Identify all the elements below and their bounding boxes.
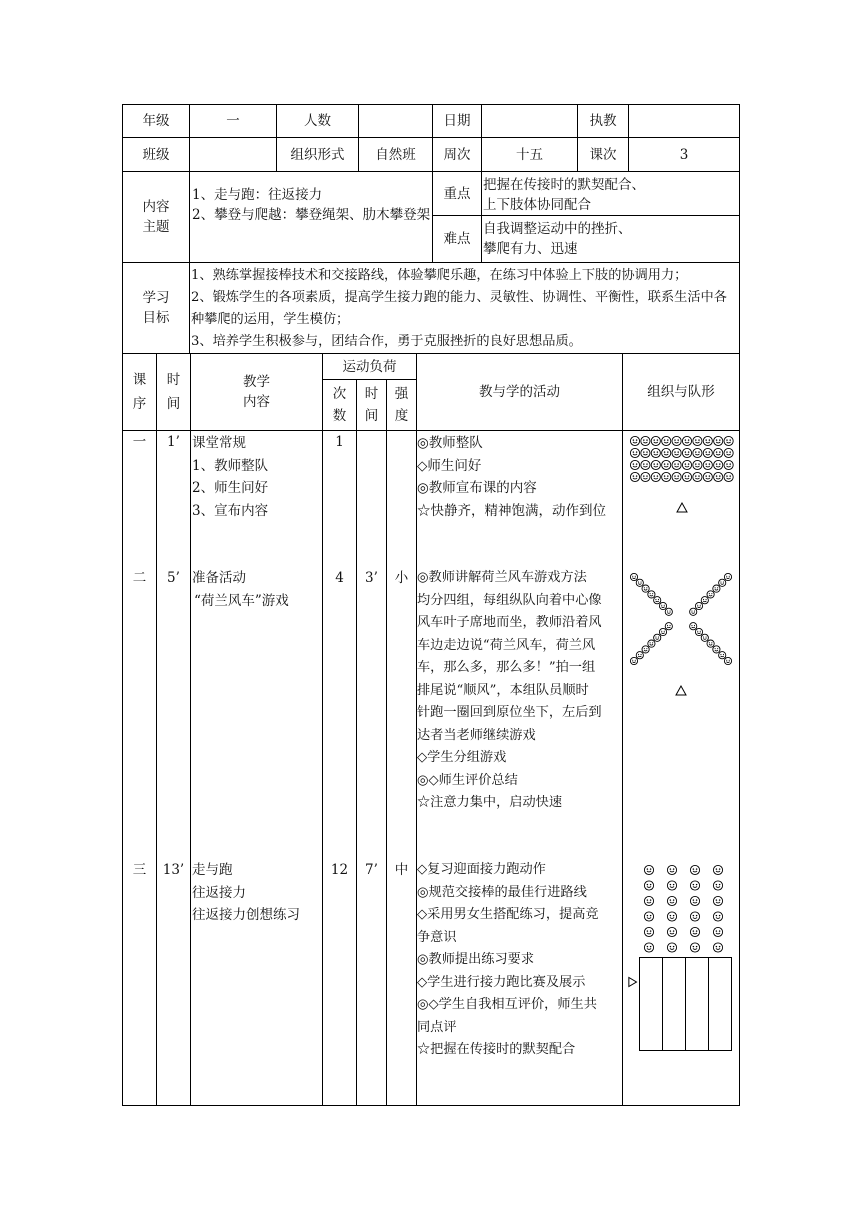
class-value bbox=[190, 138, 276, 171]
col-load-header: 运动负荷 bbox=[342, 358, 397, 375]
smiley-face-icon bbox=[695, 628, 702, 635]
grade-label: 年级 bbox=[142, 113, 170, 129]
col-content-header bbox=[191, 354, 322, 430]
activity-line: 针跑一圈回到原位坐下，左后到 bbox=[417, 705, 602, 720]
smiley-face-icon bbox=[641, 436, 650, 445]
section-duration bbox=[357, 431, 386, 453]
smiley-face-icon bbox=[724, 436, 733, 445]
col-duration-line: 时 bbox=[364, 386, 379, 402]
week-label: 周次 bbox=[443, 146, 471, 163]
smiley-face-icon bbox=[667, 943, 676, 952]
activity-line: 车，那么多，那么多！”拍一组 bbox=[417, 660, 596, 675]
content-line: 课堂常规 bbox=[192, 435, 246, 451]
activity-line: 车边走边说“荷兰风车，荷兰风 bbox=[417, 637, 596, 653]
section-count: 12 bbox=[330, 862, 349, 878]
section-activities bbox=[417, 567, 623, 815]
smiley-face-icon bbox=[714, 472, 723, 481]
col-count-header bbox=[323, 380, 356, 430]
smiley-face-icon bbox=[662, 448, 671, 457]
activity-line: 同点评 bbox=[417, 1019, 457, 1035]
smiley-face-icon bbox=[724, 448, 733, 457]
col-count-line: 次 bbox=[332, 386, 347, 402]
smiley-face-icon bbox=[665, 623, 672, 630]
activity-line: 风车叶子席地而坐，教师沿着风 bbox=[417, 615, 602, 630]
smiley-face-icon bbox=[644, 943, 653, 952]
activity-line: ☆注意力集中，启动快速 bbox=[417, 795, 563, 810]
difficulty-text bbox=[483, 219, 739, 259]
goals-label-line: 学习 bbox=[142, 290, 170, 306]
smiley-face-icon bbox=[651, 460, 660, 469]
smiley-face-icon bbox=[642, 646, 649, 653]
smiley-face-icon bbox=[701, 634, 708, 641]
col-formation-header: 组织与队形 bbox=[647, 384, 715, 400]
smiley-face-icon bbox=[662, 460, 671, 469]
smiley-face-icon bbox=[713, 927, 722, 936]
section-seq: 一 bbox=[132, 434, 147, 450]
smiley-face-icon bbox=[690, 943, 699, 952]
section-intensity bbox=[387, 431, 416, 453]
smiley-face-icon bbox=[630, 573, 637, 580]
section-seq: 二 bbox=[132, 570, 147, 586]
section-content bbox=[192, 859, 322, 927]
col-time-header bbox=[157, 354, 190, 430]
section-duration: 7’ bbox=[365, 862, 378, 878]
smiley-face-icon bbox=[701, 597, 708, 604]
section-intensity: 中 bbox=[394, 862, 409, 878]
smiley-face-icon bbox=[662, 472, 671, 481]
activity-line: 争意识 bbox=[417, 929, 457, 945]
teacher-value bbox=[629, 105, 739, 137]
smiley-face-icon bbox=[641, 448, 650, 457]
smiley-face-icon bbox=[724, 472, 733, 481]
smiley-face-icon bbox=[672, 448, 681, 457]
class-label: 班级 bbox=[142, 146, 170, 163]
activity-line: 均分四组，每组纵队向着中心像 bbox=[417, 592, 602, 608]
col-content-line: 内容 bbox=[243, 394, 270, 410]
content-label-line: 内容 bbox=[142, 199, 170, 215]
col-seq-line: 序 bbox=[132, 396, 147, 412]
activity-line: ☆把握在传接时的默契配合 bbox=[417, 1042, 576, 1057]
section-time: 13’ bbox=[162, 862, 185, 878]
smiley-face-icon bbox=[724, 657, 731, 664]
smiley-face-icon bbox=[662, 436, 671, 445]
teacher-label: 执教 bbox=[589, 113, 617, 129]
smiley-face-icon bbox=[703, 436, 712, 445]
people-label: 人数 bbox=[304, 113, 331, 129]
content-line: 1、教师整队 bbox=[192, 457, 269, 474]
smiley-face-icon bbox=[644, 912, 653, 921]
section-intensity: 小 bbox=[394, 570, 409, 586]
content-line: “荷兰风车”游戏 bbox=[194, 592, 289, 609]
smiley-face-icon bbox=[693, 460, 702, 469]
content-line: 3、宣布内容 bbox=[192, 502, 269, 519]
difficulty-line: 攀爬有力、迅速 bbox=[483, 241, 578, 257]
date-value bbox=[482, 105, 577, 137]
smiley-face-icon bbox=[713, 646, 720, 653]
smiley-face-icon bbox=[642, 585, 649, 592]
col-intensity-header bbox=[387, 380, 416, 430]
smiley-face-icon bbox=[693, 448, 702, 457]
smiley-face-icon bbox=[644, 927, 653, 936]
smiley-face-icon bbox=[714, 436, 723, 445]
topic-item: 1、走与跑：往返接力 bbox=[192, 187, 323, 203]
topic-item: 2、攀登与爬越：攀登绳架、肋木攀登架 bbox=[192, 207, 431, 223]
activity-line: ◎教师整队 bbox=[417, 435, 483, 451]
smiley-face-icon bbox=[713, 585, 720, 592]
smiley-face-icon bbox=[659, 628, 666, 635]
smiley-face-icon bbox=[667, 865, 676, 874]
smiley-face-icon bbox=[667, 912, 676, 921]
smiley-face-icon bbox=[644, 896, 653, 905]
smiley-face-icon bbox=[648, 640, 655, 647]
col-seq-line: 课 bbox=[132, 372, 147, 388]
smiley-face-icon bbox=[682, 472, 691, 481]
activity-line: ◎◇学生自我相互评价，师生共 bbox=[417, 997, 597, 1012]
smiley-face-icon bbox=[724, 573, 731, 580]
smiley-face-icon bbox=[659, 602, 666, 609]
col-count-line: 数 bbox=[332, 408, 347, 424]
key-point-line: 把握在传接时的默契配合、 bbox=[483, 177, 645, 193]
smiley-face-icon bbox=[672, 460, 681, 469]
key-point-label: 重点 bbox=[443, 185, 471, 202]
goal-item: 2、锻炼学生的各项素质，提高学生接力跑的能力、灵敏性、协调性、平衡性，联系生活中各种攀爬的运用，学生模仿； bbox=[191, 290, 727, 327]
section-time: 1’ bbox=[167, 434, 180, 450]
smiley-face-icon bbox=[693, 436, 702, 445]
smiley-face-icon bbox=[690, 912, 699, 921]
smiley-face-icon bbox=[672, 436, 681, 445]
triangle-icon bbox=[677, 503, 687, 512]
smiley-face-icon bbox=[630, 448, 639, 457]
col-seq-header bbox=[123, 354, 156, 430]
content-line: 往返接力创想练习 bbox=[192, 907, 300, 923]
goals-label-line: 目标 bbox=[142, 310, 170, 326]
smiley-face-icon bbox=[648, 591, 655, 598]
activity-line: ◇采用男女生搭配练习，提高竞 bbox=[417, 907, 599, 922]
activity-line: ◎教师宣布课的内容 bbox=[417, 480, 537, 496]
difficulty-label: 难点 bbox=[443, 231, 471, 247]
smiley-face-icon bbox=[703, 448, 712, 457]
activity-line: ◇学生分组游戏 bbox=[417, 750, 507, 765]
smiley-face-icon bbox=[682, 436, 691, 445]
content-line: 往返接力 bbox=[192, 884, 246, 901]
activity-line: 达者当老师继续游戏 bbox=[417, 727, 536, 743]
smiley-face-icon bbox=[641, 472, 650, 481]
smiley-face-icon bbox=[654, 597, 661, 604]
smiley-face-icon bbox=[667, 881, 676, 890]
org-label: 组织形式 bbox=[290, 146, 345, 163]
date-label: 日期 bbox=[443, 113, 471, 129]
section-time: 5’ bbox=[167, 570, 180, 586]
smiley-face-icon bbox=[630, 460, 639, 469]
section-activities bbox=[417, 432, 623, 522]
smiley-face-icon bbox=[714, 460, 723, 469]
smiley-face-icon bbox=[690, 608, 697, 615]
section-content bbox=[192, 432, 322, 522]
col-intensity-line: 度 bbox=[394, 408, 409, 424]
activity-line: ◇师生问好 bbox=[417, 457, 482, 474]
smiley-face-icon bbox=[690, 881, 699, 890]
smiley-face-icon bbox=[651, 448, 660, 457]
smiley-face-icon bbox=[703, 472, 712, 481]
goals-text bbox=[191, 265, 740, 353]
smiley-face-icon bbox=[682, 448, 691, 457]
activity-line: 排尾说“顺风”，本组队员顺时 bbox=[417, 682, 589, 698]
goal-item: 1、熟练掌握接棒技术和交接路线，体验攀爬乐趣，在练习中体验上下肢的协调用力； bbox=[191, 268, 688, 283]
smiley-face-icon bbox=[654, 634, 661, 641]
smiley-face-icon bbox=[690, 896, 699, 905]
section-seq: 三 bbox=[132, 862, 147, 878]
smiley-face-icon bbox=[672, 472, 681, 481]
smiley-face-icon bbox=[630, 436, 639, 445]
section-count: 4 bbox=[335, 570, 344, 586]
smiley-face-icon bbox=[682, 460, 691, 469]
activity-line: ☆快静齐，精神饱满，动作到位 bbox=[417, 502, 606, 519]
smiley-face-icon bbox=[630, 657, 637, 664]
formation-diagram-windmill bbox=[624, 565, 739, 700]
goal-item: 3、培养学生积极参与，团结合作，勇于克服挫折的良好思想品质。 bbox=[191, 334, 582, 349]
smiley-face-icon bbox=[690, 865, 699, 874]
formation-diagram-assembly bbox=[624, 432, 739, 522]
col-time-line: 间 bbox=[166, 396, 181, 412]
smiley-face-icon bbox=[667, 927, 676, 936]
week-value: 十五 bbox=[516, 146, 543, 163]
smiley-face-icon bbox=[713, 865, 722, 874]
col-intensity-line: 强 bbox=[394, 386, 409, 402]
key-point-line: 上下肢体协同配合 bbox=[483, 197, 591, 213]
col-duration-header bbox=[357, 380, 386, 430]
section-count: 1 bbox=[335, 434, 344, 450]
activity-line: ◎◇师生评价总结 bbox=[417, 772, 518, 788]
activity-line: ◎教师讲解荷兰风车游戏方法 bbox=[417, 570, 587, 585]
smiley-face-icon bbox=[719, 652, 726, 659]
content-topic-label bbox=[123, 172, 189, 262]
smiley-face-icon bbox=[690, 623, 697, 630]
triangle-right-icon bbox=[629, 978, 637, 987]
smiley-face-icon bbox=[630, 472, 639, 481]
smiley-face-icon bbox=[714, 448, 723, 457]
smiley-face-icon bbox=[644, 865, 653, 874]
smiley-face-icon bbox=[695, 602, 702, 609]
smiley-face-icon bbox=[636, 579, 643, 586]
activity-line: ◎教师提出练习要求 bbox=[417, 952, 535, 967]
smiley-face-icon bbox=[707, 591, 714, 598]
lesson-label: 课次 bbox=[589, 146, 617, 163]
content-line: 2、师生问好 bbox=[192, 480, 269, 496]
triangle-icon bbox=[676, 686, 686, 695]
section-duration: 3’ bbox=[365, 570, 378, 586]
smiley-face-icon bbox=[636, 652, 643, 659]
smiley-face-icon bbox=[713, 896, 722, 905]
smiley-face-icon bbox=[703, 460, 712, 469]
activity-line: ◇学生进行接力跑比赛及展示 bbox=[417, 974, 586, 990]
smiley-face-icon bbox=[713, 881, 722, 890]
smiley-face-icon bbox=[667, 896, 676, 905]
grade-value: 一 bbox=[226, 113, 240, 129]
col-duration-line: 间 bbox=[364, 408, 379, 424]
smiley-face-icon bbox=[665, 608, 672, 615]
activity-line: ◇复习迎面接力跑动作 bbox=[417, 862, 546, 877]
smiley-face-icon bbox=[724, 460, 733, 469]
col-activities-header: 教与学的活动 bbox=[479, 384, 560, 400]
key-point-text bbox=[483, 175, 739, 215]
content-line: 准备活动 bbox=[192, 570, 246, 586]
smiley-face-icon bbox=[644, 881, 653, 890]
smiley-face-icon bbox=[719, 579, 726, 586]
formation-diagram-relay bbox=[624, 860, 739, 1055]
people-value bbox=[359, 105, 432, 137]
content-line: 走与跑 bbox=[192, 862, 233, 878]
col-time-line: 时 bbox=[166, 372, 181, 388]
goals-label bbox=[123, 263, 189, 353]
smiley-face-icon bbox=[713, 943, 722, 952]
difficulty-line: 自我调整运动中的挫折、 bbox=[483, 221, 632, 237]
content-topics bbox=[192, 185, 432, 225]
smiley-face-icon bbox=[651, 472, 660, 481]
col-content-line: 教学 bbox=[243, 374, 270, 390]
smiley-face-icon bbox=[713, 912, 722, 921]
smiley-face-icon bbox=[641, 460, 650, 469]
smiley-face-icon bbox=[651, 436, 660, 445]
smiley-face-icon bbox=[693, 472, 702, 481]
org-value: 自然班 bbox=[375, 146, 416, 163]
content-label-line: 主题 bbox=[142, 219, 170, 235]
smiley-face-icon bbox=[690, 927, 699, 936]
smiley-face-icon bbox=[707, 640, 714, 647]
section-activities bbox=[417, 859, 623, 1062]
lesson-value: 3 bbox=[679, 146, 689, 163]
activity-line: ◎规范交接棒的最佳行进路线 bbox=[417, 884, 587, 900]
section-content bbox=[192, 567, 322, 612]
